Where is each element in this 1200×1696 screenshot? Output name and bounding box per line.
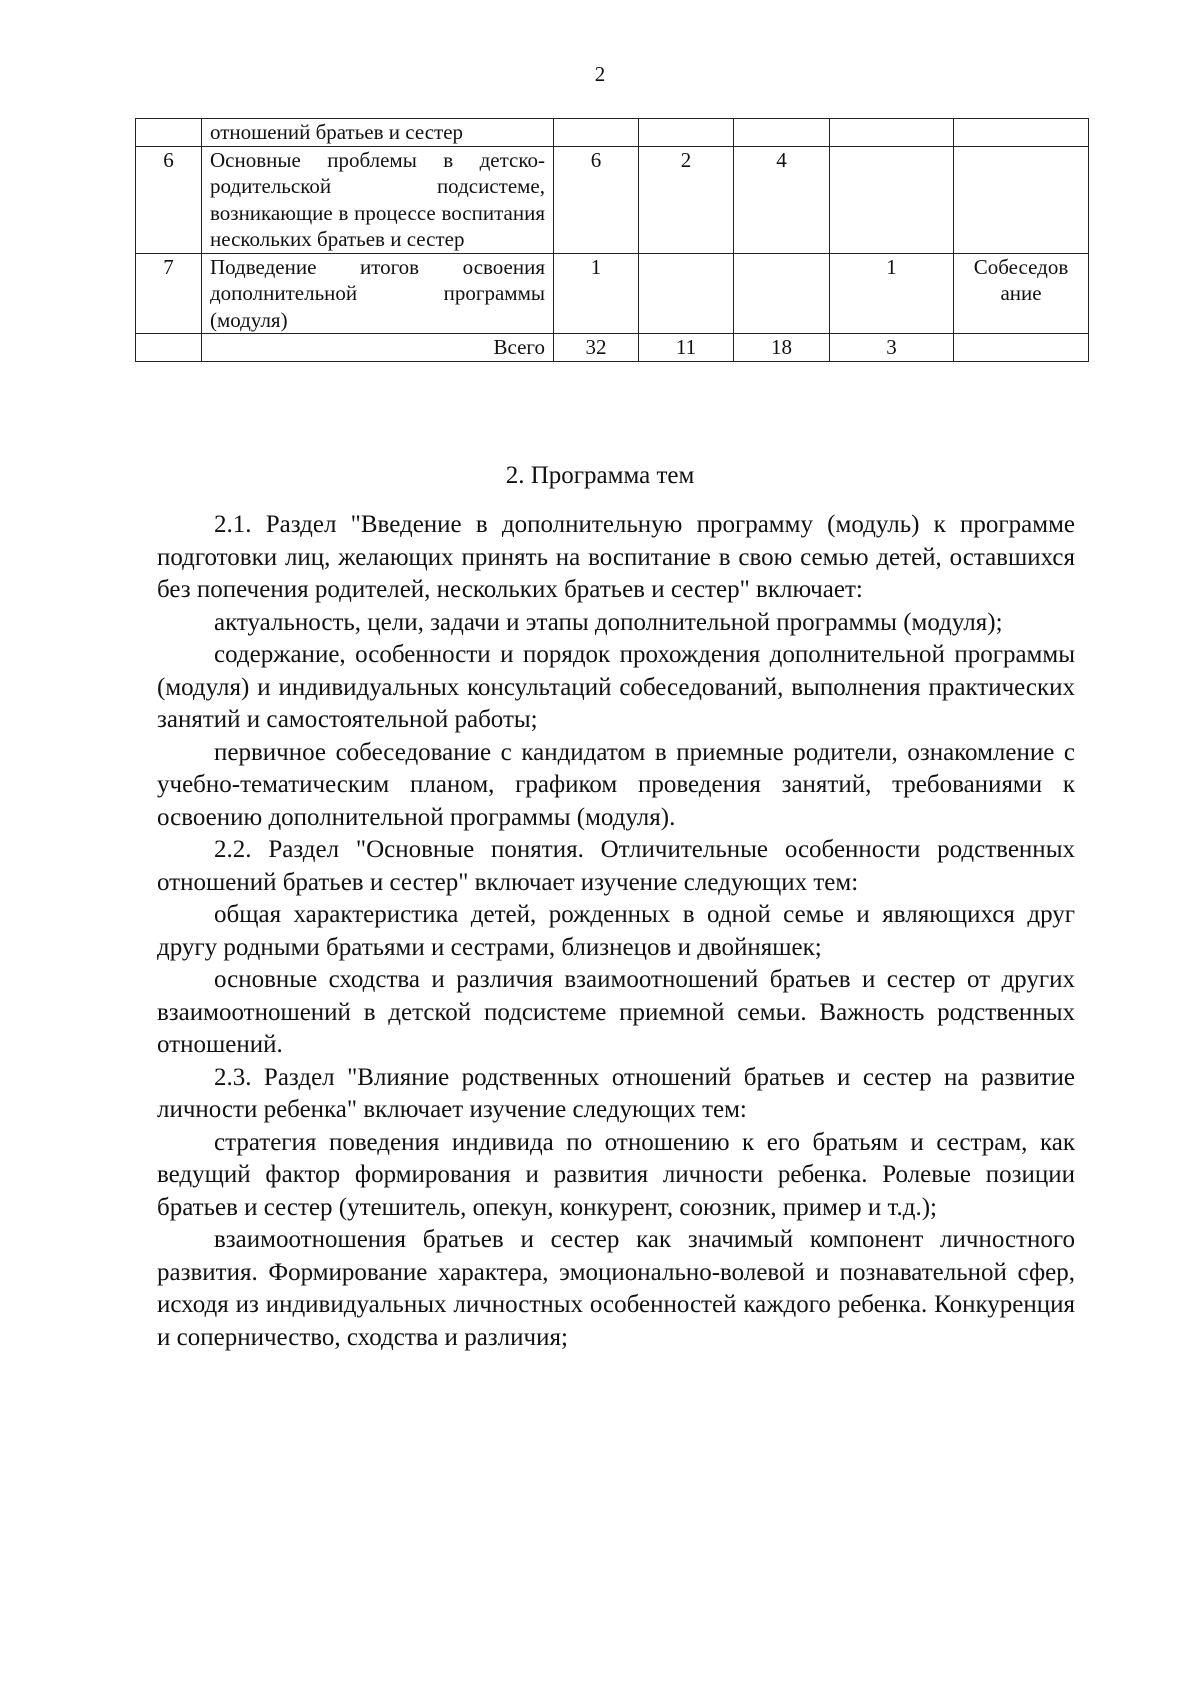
row-number: 7: [136, 253, 202, 334]
hours-self: [830, 146, 954, 253]
page-number: 2: [594, 62, 606, 86]
table-row: [136, 146, 1089, 253]
topic-name: Основные проблемы в детско-родительской подсистеме, возникающие в процессе воспитания нескольких братьев и сестер: [202, 146, 554, 253]
paragraph: 2.2. Раздел "Основные понятия. Отличительные особенности родственных отношений братьев и сестер" включает изучение следующих тем:: [157, 836, 1075, 896]
hours-self: [830, 119, 954, 147]
control-form: [954, 119, 1089, 147]
total-hours: 32: [554, 334, 639, 362]
paragraph: общая характеристика детей, рожденных в одной семье и являющихся друг другу родными братьями и сестрами, близнецов и двойняшек;: [157, 901, 1075, 961]
table-row: [136, 119, 1089, 147]
hours-practice: 4: [734, 146, 830, 253]
row-number: 6: [136, 146, 202, 253]
paragraph: актуальность, цели, задачи и этапы дополнительной программы (модуля);: [214, 608, 1003, 636]
row-number: [136, 334, 202, 362]
total-label: Всего: [202, 334, 554, 362]
hours-lectures: [639, 119, 734, 147]
paragraph: основные сходства и различия взаимоотношений братьев и сестер от других взаимоотношений в детской подсистеме приемной семьи. Важность родственных отношений.: [157, 966, 1075, 1058]
section-body: [157, 509, 1075, 1354]
hours-practice: [734, 253, 830, 334]
total-practice: 18: [734, 334, 830, 362]
hours-self: 1: [830, 253, 954, 334]
hours-lectures: [639, 253, 734, 334]
table-row: [136, 253, 1089, 334]
paragraph: взаимоотношения братьев и сестер как значимый компонент личностного развития. Формирование характера, эмоционально-волевой и познавательной сфер, исходя из индивидуальных личностных особенностей каждого ребенка. Конкуренция и соперничество, сходства и различия;: [157, 1226, 1075, 1351]
curriculum-table: [135, 118, 1089, 362]
table-total-row: [136, 334, 1089, 362]
paragraph: стратегия поведения индивида по отношению к его братьям и сестрам, как ведущий фактор формирования и развития личности ребенка. Ролевые позиции братьев и сестер (утешитель, опекун, конкурент, союзник, пример и т.д.);: [157, 1128, 1075, 1221]
hours-total: 6: [554, 146, 639, 253]
hours-practice: [734, 119, 830, 147]
paragraph: 2.1. Раздел "Введение в дополнительную программу (модуль) к программе подготовки лиц, желающих принять на воспитание в свою семью детей, оставшихся без попечения родителей, нескольких братьев и сестер" включает:: [157, 511, 1075, 603]
section-title: 2. Программа тем: [505, 462, 695, 489]
control-form: Собеседов ание: [954, 253, 1089, 334]
topic-name: отношений братьев и сестер: [202, 119, 554, 147]
paragraph: содержание, особенности и порядок прохождения дополнительной программы (модуля) и индивидуальных консультаций собеседований, выполнения практических занятий и самостоятельной работы;: [157, 641, 1075, 733]
hours-total: [554, 119, 639, 147]
hours-total: 1: [554, 253, 639, 334]
total-lectures: 11: [639, 334, 734, 362]
topic-name: Подведение итогов освоения дополнительной программы (модуля): [202, 253, 554, 334]
paragraph: первичное собеседование с кандидатом в приемные родители, ознакомление с учебно-тематическим планом, графиком проведения занятий, требованиями к освоению дополнительной программы (модуля).: [157, 738, 1075, 831]
control-form: [954, 146, 1089, 253]
total-self: 3: [830, 334, 954, 362]
row-number: [136, 119, 202, 147]
hours-lectures: 2: [639, 146, 734, 253]
total-form: [954, 334, 1089, 362]
paragraph: 2.3. Раздел "Влияние родственных отношений братьев и сестер на развитие личности ребенка" включает изучение следующих тем:: [157, 1063, 1075, 1123]
